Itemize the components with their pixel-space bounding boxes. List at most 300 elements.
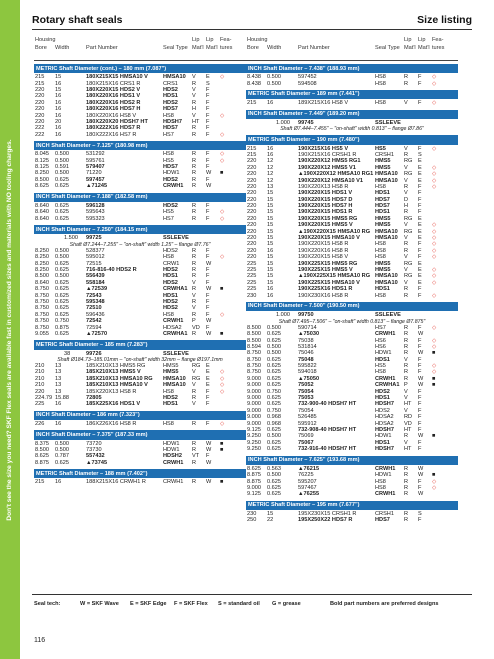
width-cell: 0.625	[267, 401, 281, 408]
width-cell: 15	[267, 222, 274, 229]
bore-label: Bore	[247, 45, 259, 51]
part-number-cell: 556439	[86, 273, 105, 280]
table-row	[34, 479, 246, 485]
width-cell: 13	[267, 183, 274, 190]
part-number-cell: 190X220X15 HDS1 R	[298, 209, 353, 216]
bore-cell: 8.750	[247, 369, 261, 376]
width-cell: 0.625	[267, 356, 281, 363]
part-number-cell: 595348	[86, 298, 105, 305]
part-number-cell: 526485	[298, 414, 317, 421]
lip2-material-cell: F	[206, 151, 210, 158]
bore-cell: 222	[35, 125, 45, 132]
seal-type-cell: HDSA2	[375, 420, 394, 427]
sleeve-type: SSLEEVE	[163, 350, 189, 357]
lip-material-cell: R	[404, 472, 409, 479]
lip2-material-cell: W	[418, 433, 424, 440]
bore-cell: 220	[247, 196, 257, 203]
bore-cell: 8.750	[35, 298, 49, 305]
part-number-cell: 190X220X15 HDS7 D	[298, 196, 353, 203]
seal-type-cell: CRSH1	[375, 151, 394, 158]
part-number-cell: ▲75050	[298, 375, 320, 382]
part-number-label: Part Number	[298, 45, 330, 51]
seal-type-cell: HS6	[375, 337, 386, 344]
lip2-material-cell: F	[418, 427, 422, 433]
width-cell: 0.625	[55, 176, 69, 183]
width-cell: 0.625	[267, 446, 281, 453]
width-cell: 12	[267, 177, 274, 184]
bore-cell: 215	[247, 151, 257, 158]
part-number-cell: 75053	[298, 395, 314, 402]
lip2-label: Lip	[418, 37, 426, 43]
bore-cell: 8.250	[35, 260, 49, 267]
width-cell: 0.500	[55, 440, 69, 447]
width-cell: 0.591	[55, 164, 69, 171]
bore-cell: 230	[247, 510, 257, 517]
lip-material-cell: H	[192, 106, 197, 113]
lip-material-cell: R	[404, 433, 409, 440]
bore-cell: 8.750	[35, 286, 49, 293]
bore-cell: 220	[35, 86, 45, 93]
part-number-cell: 186X226X16 HS8 R	[86, 421, 137, 428]
footer-rule	[32, 594, 472, 595]
part-number-cell: 73730	[86, 447, 102, 454]
seal-type-cell: HDS1	[375, 356, 390, 363]
bore-cell: 9.000	[247, 375, 261, 382]
lip2-material-cell: F	[418, 517, 422, 524]
lip2-material-cell: E	[206, 369, 210, 376]
seal-type-cell: HDSA2	[375, 414, 394, 421]
circle-icon: ◇	[220, 375, 225, 382]
sleeve-width: 1.000	[276, 119, 290, 126]
seal-type-cell: HS8	[375, 254, 386, 261]
part-number-cell: 190X215X16 CRSH1 R	[298, 151, 357, 158]
sleeve-type: SSLEEVE	[375, 312, 401, 319]
part-number-cell: 180X222X16 HS7 R	[86, 131, 137, 138]
bore-cell: 220	[247, 177, 257, 184]
width-cell: 0.625	[55, 311, 69, 318]
part-number-cell: 180X220X15 HDS2 V	[86, 86, 141, 93]
part-number-cell: 75054	[298, 388, 314, 395]
part-number-cell: 180X220X16 HDS7 H	[86, 106, 141, 113]
bore-cell: 215	[35, 74, 45, 81]
part-number-cell: 596128	[86, 202, 105, 209]
width-cell: 15	[267, 215, 274, 222]
bore-cell: 215	[247, 145, 257, 152]
seal-type-cell: HDSA2	[163, 324, 182, 331]
part-number-cell: 72515	[86, 260, 102, 267]
housing-label: Housing	[35, 37, 56, 43]
square-icon: ■	[220, 479, 224, 486]
seal-type-cell: HDS7	[375, 517, 390, 524]
seal-type-cell: HDS1	[375, 209, 390, 216]
lip-material-cell: RG	[192, 375, 201, 382]
bore-cell: 220	[247, 241, 257, 248]
part-number-cell: 579407	[86, 164, 105, 171]
lip-material-cell: V	[404, 222, 408, 229]
lip-material-cell: V	[404, 235, 408, 242]
seal-type-cell: HS8	[163, 421, 174, 428]
lip-material-cell: V	[404, 279, 408, 286]
bore-cell: 9.000	[247, 395, 261, 402]
part-number-cell: 75052	[298, 382, 314, 389]
circle-icon: ◇	[220, 209, 225, 216]
part-number-cell: ▲76255	[298, 491, 320, 498]
legend-wave: W = SKF Wave	[80, 601, 119, 607]
lip2-material-cell: F	[418, 183, 422, 190]
sleeve-row	[246, 312, 458, 325]
bore-cell: 225	[247, 279, 257, 286]
width-cell: 16	[55, 125, 62, 132]
bore-cell: 8.640	[35, 279, 49, 286]
width-label: Width	[267, 45, 282, 51]
bore-cell: 9.125	[247, 491, 261, 498]
seal-type-cell: HDS1	[375, 286, 390, 293]
table-row	[246, 491, 458, 497]
bore-cell: 8.500	[247, 324, 261, 331]
table-row	[246, 446, 458, 452]
bore-cell: 8.625	[35, 183, 49, 190]
part-number-cell: 190X225X15 HMS5 RG	[298, 260, 358, 267]
legend-grease: G = grease	[272, 601, 301, 607]
lip-material-cell: VT	[192, 453, 200, 460]
part-number-cell: 188X215X16 CRWH1 R	[86, 479, 146, 486]
section-header: INCH Shaft Diameter – 7.125" (180.98 mm)	[34, 141, 246, 150]
table-row	[246, 81, 458, 87]
table-row	[34, 132, 246, 138]
bore-cell: 8.500	[247, 337, 261, 344]
matl2-label: Mat'l	[418, 45, 430, 51]
seal-type-cell: HMS5	[375, 158, 391, 165]
seal-type-cell: HS8	[375, 74, 386, 81]
bore-cell: 8.750	[35, 311, 49, 318]
lip-material-cell: R	[404, 484, 409, 491]
seal-type-cell: HS8	[375, 183, 386, 190]
lip2-material-cell: F	[206, 131, 210, 138]
bore-label: Bore	[35, 45, 47, 51]
lip-material-cell: RG	[404, 228, 413, 235]
seal-type-cell: HS7	[163, 131, 174, 138]
width-cell: 0.625	[55, 183, 69, 190]
seal-type-cell: HS8	[375, 484, 386, 491]
lip-material-cell: V	[404, 267, 408, 273]
circle-icon: ◇	[220, 74, 225, 81]
circle-icon: ◇	[432, 247, 437, 254]
lip2-material-cell: F	[418, 80, 422, 87]
circle-icon: ◇	[432, 279, 437, 286]
lip-material-cell: V	[404, 145, 408, 152]
lip-material-cell: V	[404, 177, 408, 184]
width-cell: 0.625	[55, 286, 69, 293]
sleeve-width: 1.500	[64, 235, 78, 242]
lip2-material-cell: F	[418, 209, 422, 216]
lip2-material-cell: E	[418, 215, 422, 222]
bore-cell: 225	[247, 267, 257, 273]
seal-type-cell: HS5	[163, 157, 174, 164]
sleeve-width: 38	[64, 350, 71, 357]
lip2-material-cell: W	[206, 183, 212, 190]
square-icon: ■	[432, 350, 436, 357]
seal-type-cell: HS8	[163, 151, 174, 158]
part-number-cell: 195X230X15 CRSH1 R	[298, 510, 357, 517]
lip2-material-cell: W	[206, 440, 212, 447]
lip-material-cell: V	[192, 369, 196, 376]
lip2-material-cell: W	[418, 350, 424, 357]
lip-material-cell: R	[192, 311, 197, 318]
part-number-cell: 75067	[298, 439, 314, 446]
circle-icon: ◇	[432, 183, 437, 190]
lip-material-cell: R	[404, 350, 409, 357]
bore-cell: 8.750	[247, 356, 261, 363]
circle-icon: ◇	[432, 100, 437, 107]
lip2-material-cell: F	[206, 305, 210, 312]
lip2-material-cell: F	[206, 106, 210, 113]
seal-type-cell: HS5	[163, 209, 174, 216]
width-cell: 15	[267, 190, 274, 197]
width-cell: 16	[267, 145, 274, 152]
matl1-label: Mat'l	[404, 45, 416, 51]
bore-cell: 8.750	[247, 363, 261, 370]
sleeve-shaft-note: Shaft Ø7.444–7.455" – "on-shaft" width 0.813" – flange Ø7.86"	[280, 126, 424, 133]
bore-cell: 8.500	[247, 331, 261, 338]
sleeve-part-number: 99745	[298, 119, 314, 126]
width-cell: 0.625	[267, 331, 281, 338]
lip2-material-cell: F	[418, 363, 422, 370]
seal-type-cell: HDS2	[375, 388, 390, 395]
width-cell: 12	[267, 171, 274, 178]
lip2-material-cell: F	[206, 254, 210, 261]
bore-cell: 220	[35, 112, 45, 119]
width-cell: 16	[267, 151, 274, 158]
width-cell: 12	[267, 164, 274, 171]
lip2-material-cell: E	[206, 74, 210, 81]
circle-icon: ◇	[432, 273, 437, 280]
width-cell: 0.625	[267, 491, 281, 498]
width-cell: 0.625	[267, 337, 281, 344]
bore-cell: 9.250	[247, 446, 261, 453]
lip-material-cell: R	[192, 170, 197, 177]
bore-cell: 220	[35, 93, 45, 100]
circle-icon: ◇	[432, 292, 437, 299]
width-cell: 0.875	[55, 324, 69, 331]
lip-material-cell: R	[404, 465, 409, 472]
lip2-material-cell: F	[418, 484, 422, 491]
part-number-cell: 594508	[298, 80, 317, 87]
part-number-cell: 185X220X13 HS8 R	[86, 388, 137, 395]
lip2-material-cell: W	[206, 286, 212, 293]
seal-type-cell: HDS2	[163, 279, 178, 286]
lip-material-cell: HT	[404, 401, 412, 408]
part-number-cell: 72594	[86, 324, 102, 331]
lip-material-cell: RG	[404, 215, 413, 222]
circle-icon: ◇	[432, 267, 437, 273]
seal-type-cell: HDS1	[375, 395, 390, 402]
lip-material-cell: RD	[404, 414, 413, 421]
lip-material-cell: D	[404, 196, 409, 203]
seal-type-cell: CRWHA1	[163, 286, 188, 293]
width-cell: 15	[267, 241, 274, 248]
section-header: INCH Shaft Diameter – 7.250" (184.15 mm)	[34, 225, 246, 234]
bore-cell: 8.125	[35, 164, 49, 171]
seal-type-cell: HDS1	[375, 190, 390, 197]
part-number-cell: 180X220X16 HDS1 V	[86, 93, 141, 100]
lip2-material-cell: F	[206, 209, 210, 216]
seal-type-cell: HDS1	[163, 93, 178, 100]
seal-type-cell: HS8	[375, 292, 386, 299]
width-cell: 0.500	[55, 157, 69, 164]
lip2-material-cell: F	[418, 292, 422, 299]
lip2-material-cell: F	[206, 401, 210, 408]
square-icon: ■	[220, 447, 224, 454]
lip2-material-cell: F	[206, 298, 210, 305]
lip2-material-cell: F	[418, 420, 422, 427]
bore-cell: 215	[35, 80, 45, 87]
part-number-cell: 185X210X13 HMSA10 RG	[86, 375, 153, 382]
width-cell: 0.750	[267, 388, 281, 395]
lip-material-cell: R	[404, 491, 409, 498]
lip-material-cell: R	[404, 517, 409, 524]
width-cell: 0.625	[267, 395, 281, 402]
seal-type-cell: HDS2	[163, 176, 178, 183]
circle-icon: ◇	[432, 254, 437, 261]
sleeve-row	[246, 120, 458, 133]
seal-type-cell: HMS5	[375, 164, 391, 171]
width-cell: 0.968	[267, 414, 281, 421]
seal-type-cell: CRS1	[163, 80, 178, 87]
width-cell: 0.500	[267, 350, 281, 357]
width-cell: 15	[267, 228, 274, 235]
lip-material-cell: VD	[404, 420, 412, 427]
section-header: INCH Shaft Diameter – 7.449" (189.20 mm)	[246, 110, 458, 119]
part-number-cell: 75038	[298, 337, 314, 344]
lip2-material-cell: E	[418, 177, 422, 184]
width-cell: 0.750	[55, 318, 69, 325]
section-header: METRIC Shaft Diameter – 195 mm (7.677")	[246, 501, 458, 510]
lip-material-cell: R	[192, 267, 197, 273]
width-cell: 15	[267, 235, 274, 242]
circle-icon: ◇	[220, 388, 225, 395]
circle-icon: ◇	[220, 311, 225, 318]
part-number-cell: ▲72539	[86, 286, 108, 293]
width-cell: 0.625	[267, 484, 281, 491]
legend-edge: E = SKF Edge	[130, 601, 167, 607]
bore-cell: 210	[35, 375, 45, 382]
bore-cell: 8.125	[35, 157, 49, 164]
circle-icon: ◇	[432, 235, 437, 242]
lip-material-cell: RG	[404, 273, 413, 280]
lip2-material-cell: F	[206, 215, 210, 222]
sleeve-line	[64, 235, 246, 241]
part-number-cell: 190X225X16 HDS1 R	[298, 286, 353, 293]
features-label-1: Fea-	[220, 37, 232, 43]
lip2-material-cell: F	[418, 356, 422, 363]
section-header: INCH Shaft Diameter – 186 mm (7.323")	[34, 411, 246, 420]
bore-cell: 8.500	[35, 176, 49, 183]
header-rule	[32, 29, 472, 30]
part-number-label: Part Number	[86, 45, 118, 51]
lip2-material-cell: F	[206, 164, 210, 171]
width-cell: 0.625	[55, 209, 69, 216]
part-number-cell: 732-908-40 HDSH7 HT	[298, 427, 357, 433]
lip2-material-cell: F	[418, 100, 422, 107]
seal-type-cell: CRSH1	[375, 510, 394, 517]
lip-material-cell: V	[404, 254, 408, 261]
width-cell: 15	[55, 74, 62, 81]
part-number-cell: 595912	[298, 420, 317, 427]
part-number-cell: 597467	[298, 484, 317, 491]
part-number-cell: 185X210X13 HMS5 RG	[86, 363, 146, 370]
seal-type-cell: HS8	[375, 100, 386, 107]
lip2-material-cell: E	[418, 171, 422, 178]
width-cell: 0.625	[267, 439, 281, 446]
lip2-material-cell: W	[418, 375, 424, 382]
width-cell: 0.625	[55, 279, 69, 286]
lip-material-cell: V	[404, 439, 408, 446]
width-cell: 0.625	[267, 478, 281, 485]
lip-material-cell: V	[192, 279, 196, 286]
width-cell: 16	[55, 401, 62, 408]
seal-type-cell: HDS1	[375, 439, 390, 446]
part-number-cell: 595323	[86, 215, 105, 222]
lip-material-cell: RG	[192, 363, 201, 370]
width-cell: 15	[267, 203, 274, 210]
seal-type-cell: HDS7	[163, 164, 178, 171]
lip2-material-cell: F	[418, 286, 422, 293]
part-number-cell: 180X220X16 HDS2 R	[86, 99, 141, 106]
legend-flex: F = SKF Flex	[174, 601, 208, 607]
sleeve-line	[276, 312, 458, 318]
bore-cell: 220	[247, 190, 257, 197]
circle-icon: ◇	[220, 157, 225, 164]
seal-type-cell: HS7	[375, 324, 386, 331]
part-number-cell: 594018	[298, 369, 317, 376]
lip-material-cell: V	[192, 401, 196, 408]
seal-type-cell: HS8	[375, 247, 386, 254]
part-number-cell: 180X220X16 HS8 V	[86, 112, 137, 119]
part-number-cell: 190X220X15 HS8 V	[298, 254, 349, 261]
lip-material-cell: V	[192, 305, 196, 312]
section-header: METRIC Shaft Diameter – 189 mm (7.441")	[246, 90, 458, 99]
width-cell: 0.625	[55, 267, 69, 273]
seal-type-cell: HS6	[375, 343, 386, 350]
part-number-cell: 190X220X15 HMSA10 V	[298, 235, 360, 242]
part-number-cell: 75048	[298, 356, 314, 363]
lip2-material-cell: E	[418, 158, 422, 165]
section-header: METRIC Shaft Diameter – 188 mm (7.402")	[34, 469, 246, 478]
circle-icon: ◇	[432, 241, 437, 248]
seal-type-cell: HDW1	[163, 440, 180, 447]
bore-cell: 8.750	[35, 305, 49, 312]
width-cell: 0.625	[55, 215, 69, 222]
square-icon: ■	[220, 286, 224, 293]
lip2-material-cell: W	[418, 472, 424, 479]
circle-icon: ◇	[432, 74, 437, 81]
width-cell: 0.500	[267, 74, 281, 81]
width-cell: 12	[267, 158, 274, 165]
lip-material-cell: R	[404, 286, 409, 293]
circle-icon: ◇	[220, 151, 225, 158]
sleeve-shaft-note: Shaft Ø7.244–7.255" – "on-shaft" width 1.25" – flange Ø7.76"	[69, 241, 211, 248]
bore-cell: 210	[35, 369, 45, 376]
bore-cell: 8.045	[35, 151, 49, 158]
lip2-material-cell: S	[418, 510, 422, 517]
part-number-cell: 595207	[298, 478, 317, 485]
width-cell: 0.625	[55, 330, 69, 337]
lip2-material-cell: W	[206, 170, 212, 177]
circle-icon: ◇	[432, 80, 437, 87]
lip-material-cell: V	[192, 292, 196, 299]
bore-cell: 8.640	[35, 215, 49, 222]
bore-cell: 9.125	[247, 427, 261, 433]
